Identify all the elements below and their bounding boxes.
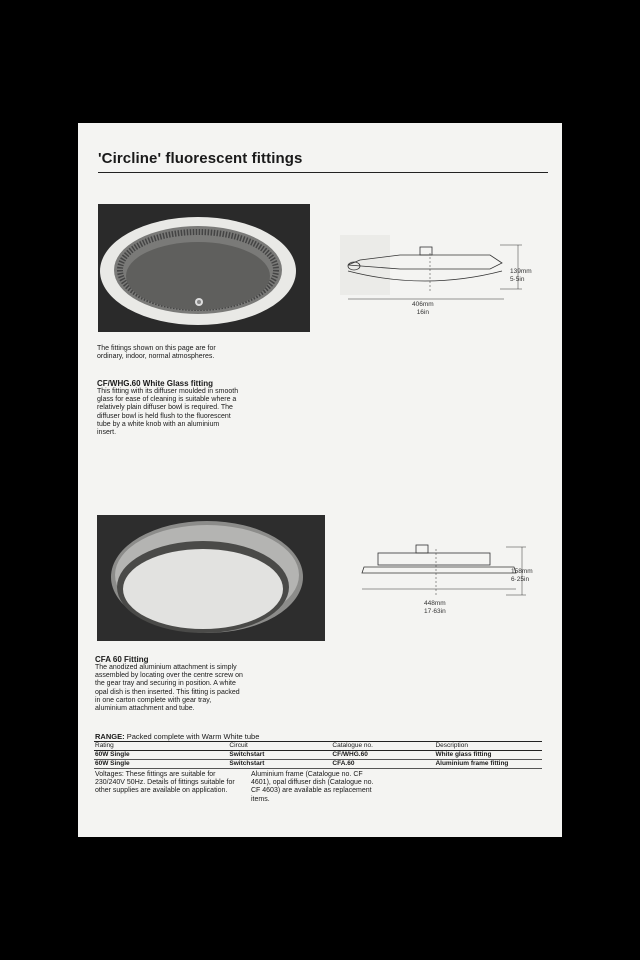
specification-table (94, 741, 542, 769)
replacement-footnote: Aluminium frame (Catalogue no. CF 4601), opal diffuser dish (Catalogue no. CF 4603) are available as replacement items. (251, 771, 374, 803)
range-line (95, 732, 259, 741)
range-label: RANGE: (95, 732, 125, 741)
product1-text: This fitting with its diffuser moulded in smooth glass for ease of cleaning is suitable where a relatively plain diffuser bowl is required. The diffuser bowl is held flush to the fluorescent tube by a white knob with an aluminium insert. (97, 388, 239, 437)
intro-text: The fittings shown on this page are for ordinary, indoor, normal atmospheres. (97, 345, 216, 361)
voltage-footnote: Voltages: These fittings are suitable for 230/240V 50Hz. Details of fittings suitable for other supplies are available on application. (95, 771, 235, 795)
table-row (94, 760, 542, 769)
cell-rating: 60W Single (94, 751, 228, 760)
product2-description (95, 655, 245, 713)
cell-catalogue: CF/WHG.60 (331, 751, 434, 760)
header-rating: Rating (94, 742, 228, 751)
cell-circuit: Switchstart (228, 760, 331, 769)
white-glass-fitting-photo (98, 204, 310, 332)
catalogue-page (78, 123, 562, 837)
aluminium-fitting-drawing (356, 541, 536, 611)
height-dimension-1: 139mm 5·5in (510, 268, 532, 283)
table-header-row (94, 742, 542, 751)
header-catalogue: Catalogue no. (331, 742, 434, 751)
product2-text: The anodized aluminium attachment is simply assembled by locating over the centre screw on the gear tray and securing in position. A white opal dish is then inserted. This fitting is packed in one carton complete with gear tray, aluminium attachment and tube. (95, 664, 243, 713)
width-dimension-2: 448mm 17·63in (424, 600, 446, 615)
aluminium-fitting-photo (97, 515, 325, 641)
title-rule (98, 172, 548, 173)
table-row (94, 751, 542, 760)
cell-description: White glass fitting (434, 751, 542, 760)
range-text: Packed complete with Warm White tube (126, 732, 260, 741)
width-dimension-1: 406mm 16in (412, 301, 434, 316)
product1-description (97, 379, 239, 437)
header-circuit: Circuit (228, 742, 331, 751)
cell-description: Aluminium frame fitting (434, 760, 542, 769)
product1-heading: CF/WHG.60 White Glass fitting (97, 379, 214, 388)
header-description: Description (434, 742, 542, 751)
page-title: 'Circline' fluorescent fittings (98, 150, 303, 167)
cell-circuit: Switchstart (228, 751, 331, 760)
height-dimension-2: 158mm 6·25in (511, 568, 533, 583)
cell-rating: 60W Single (94, 760, 228, 769)
product2-heading: CFA 60 Fitting (95, 655, 149, 664)
cell-catalogue: CFA.60 (331, 760, 434, 769)
